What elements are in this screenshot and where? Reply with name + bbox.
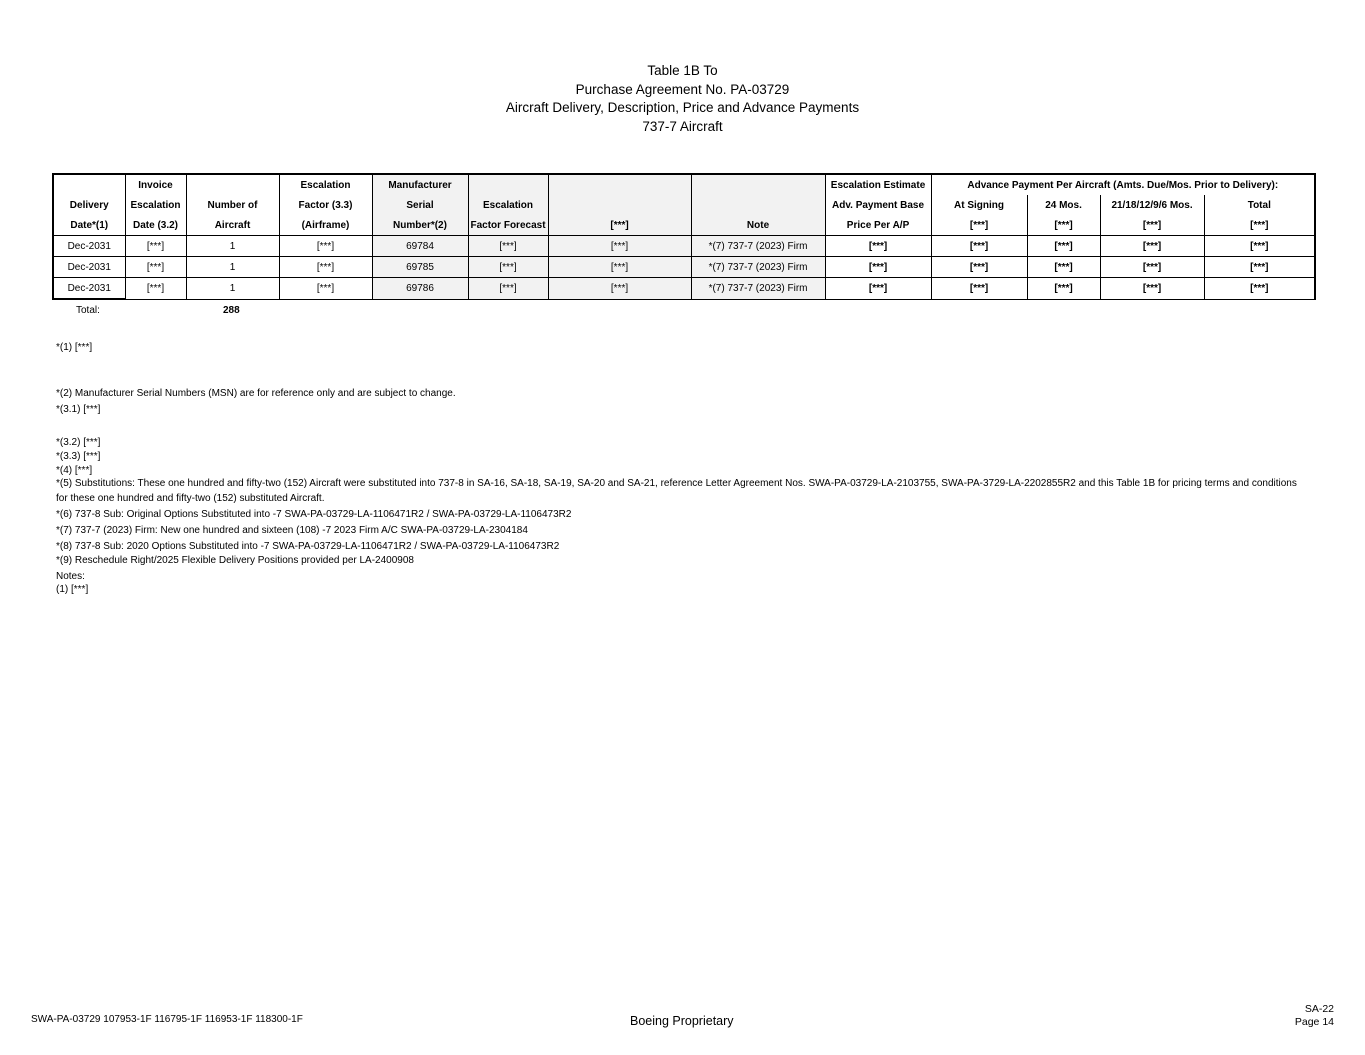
cell-forecast: [***]: [468, 236, 548, 257]
note-3-3: *(3.3) [***]: [56, 451, 101, 462]
cell-24-mos: [***]: [1027, 236, 1100, 257]
footer-page-info: [1295, 1003, 1334, 1029]
note-3-1: *(3.1) [***]: [56, 404, 101, 415]
total-label: Total:: [76, 305, 100, 316]
cell-21-mos: [***]: [1100, 257, 1204, 278]
header-number-2: Number of: [186, 195, 279, 215]
note-1: *(1) [***]: [56, 342, 93, 353]
table-row: [53, 278, 1315, 300]
cell-redacted: [***]: [548, 278, 691, 300]
cell-redacted: [***]: [548, 257, 691, 278]
header-row-3: [53, 215, 1315, 236]
footer-sa: SA-22: [1304, 1003, 1334, 1015]
header-estimate-3: Price Per A/P: [825, 215, 931, 236]
cell-forecast: [***]: [468, 257, 548, 278]
header-total: Total: [1204, 195, 1315, 215]
header-sub-total: [***]: [1204, 215, 1315, 236]
note-2: *(2) Manufacturer Serial Numbers (MSN) are for reference only and are subject to change.: [56, 388, 456, 399]
cell-21-mos: [***]: [1100, 236, 1204, 257]
cell-number: 1: [186, 278, 279, 300]
header-forecast-1: [468, 174, 548, 195]
header-at-signing: At Signing: [931, 195, 1027, 215]
header-note-1: [691, 174, 825, 195]
header-delivery-2: Delivery: [53, 195, 125, 215]
title-line-2: Purchase Agreement No. PA-03729: [575, 81, 790, 97]
cell-total: [***]: [1204, 236, 1315, 257]
header-row-2: [53, 195, 1315, 215]
cell-note: *(7) 737-7 (2023) Firm: [691, 257, 825, 278]
cell-invoice: [***]: [125, 257, 186, 278]
cell-estimate: [***]: [825, 236, 931, 257]
cell-invoice: [***]: [125, 236, 186, 257]
cell-factor: [***]: [279, 278, 372, 300]
cell-factor: [***]: [279, 257, 372, 278]
cell-note: *(7) 737-7 (2023) Firm: [691, 236, 825, 257]
cell-24-mos: [***]: [1027, 257, 1100, 278]
header-note-2: [691, 195, 825, 215]
header-delivery-3: Date*(1): [53, 215, 125, 236]
header-estimate-1: Escalation Estimate: [825, 174, 931, 195]
note-3-2: *(3.2) [***]: [56, 437, 101, 448]
cell-number: 1: [186, 236, 279, 257]
footer-reference: SWA-PA-03729 107953-1F 116795-1F 116953-1F 118300-1F: [31, 1014, 303, 1025]
cell-msn: 69786: [372, 278, 468, 300]
header-forecast-3: Factor Forecast: [468, 215, 548, 236]
note-5: *(5) Substitutions: These one hundred and fifty-two (152) Aircraft were substituted into 737-8 in SA-16, SA-18, SA-19, SA-20 and SA-21, reference Letter Agreement Nos. SWA-PA-03729-LA-2103755, SWA-PA-3729-LA-2202855R2 and this Table 1B for pricing terms and conditions for these one hundred and fifty-two (152) substituted Aircraft.: [56, 478, 1297, 504]
cell-24-mos: [***]: [1027, 278, 1100, 300]
header-sub-at-signing: [***]: [931, 215, 1027, 236]
cell-redacted: [***]: [548, 236, 691, 257]
notes-item-1: (1) [***]: [56, 584, 89, 595]
header-invoice-1: Invoice: [125, 174, 186, 195]
header-factor-3: (Airframe): [279, 215, 372, 236]
header-number-1: [186, 174, 279, 195]
cell-msn: 69785: [372, 257, 468, 278]
header-advance-group: Advance Payment Per Aircraft (Amts. Due/Mos. Prior to Delivery):: [931, 174, 1315, 195]
cell-total: [***]: [1204, 278, 1315, 300]
cell-total: [***]: [1204, 257, 1315, 278]
delivery-table: [52, 173, 1316, 300]
notes-label: Notes:: [56, 571, 85, 582]
cell-estimate: [***]: [825, 257, 931, 278]
document-title: [0, 62, 1365, 136]
cell-number: 1: [186, 257, 279, 278]
cell-at-signing: [***]: [931, 236, 1027, 257]
header-number-3: Aircraft: [186, 215, 279, 236]
header-msn-2: Serial: [372, 195, 468, 215]
note-7: *(7) 737-7 (2023) Firm: New one hundred and sixteen (108) -7 2023 Firm A/C SWA-PA-03729-LA-2304184: [56, 525, 528, 536]
header-redacted-3: [***]: [548, 215, 691, 236]
header-sub-21-mos: [***]: [1100, 215, 1204, 236]
header-invoice-2: Escalation: [125, 195, 186, 215]
note-9: *(9) Reschedule Right/2025 Flexible Delivery Positions provided per LA-2400908: [56, 555, 414, 566]
header-msn-1: Manufacturer: [372, 174, 468, 195]
cell-invoice: [***]: [125, 278, 186, 300]
cell-delivery: Dec-2031: [53, 236, 125, 257]
footer-page: Page 14: [1294, 1016, 1334, 1028]
note-8: *(8) 737-8 Sub: 2020 Options Substituted into -7 SWA-PA-03729-LA-1106471R2 / SWA-PA-03729-LA-1106473R2: [56, 541, 560, 552]
cell-factor: [***]: [279, 236, 372, 257]
cell-21-mos: [***]: [1100, 278, 1204, 300]
header-redacted-2: [548, 195, 691, 215]
header-msn-3: Number*(2): [372, 215, 468, 236]
header-estimate-2: Adv. Payment Base: [825, 195, 931, 215]
cell-forecast: [***]: [468, 278, 548, 300]
title-line-3: Aircraft Delivery, Description, Price and Advance Payments: [505, 100, 860, 115]
header-forecast-2: Escalation: [468, 195, 548, 215]
header-invoice-3: Date (3.2): [125, 215, 186, 236]
note-6: *(6) 737-8 Sub: Original Options Substituted into -7 SWA-PA-03729-LA-1106471R2 / SWA-PA-03729-LA-1106473R2: [56, 509, 572, 520]
cell-at-signing: [***]: [931, 257, 1027, 278]
cell-msn: 69784: [372, 236, 468, 257]
cell-delivery: Dec-2031: [53, 278, 125, 300]
cell-delivery: Dec-2031: [53, 257, 125, 278]
table-row: [53, 257, 1315, 278]
header-factor-1: Escalation: [279, 174, 372, 195]
table-row: [53, 236, 1315, 257]
cell-note: *(7) 737-7 (2023) Firm: [691, 278, 825, 300]
header-note-3: Note: [691, 215, 825, 236]
footer-proprietary: Boeing Proprietary: [630, 1014, 734, 1028]
cell-at-signing: [***]: [931, 278, 1027, 300]
header-sub-24-mos: [***]: [1027, 215, 1100, 236]
header-redacted-1: [548, 174, 691, 195]
cell-estimate: [***]: [825, 278, 931, 300]
total-value: 288: [223, 305, 240, 316]
title-line-4: 737-7 Aircraft: [642, 118, 723, 134]
header-factor-2: Factor (3.3): [279, 195, 372, 215]
note-4: *(4) [***]: [56, 465, 93, 476]
header-row-1: [53, 174, 1315, 195]
title-line-1: Table 1B To: [647, 63, 718, 78]
header-24-mos: 24 Mos.: [1027, 195, 1100, 215]
header-delivery-1: [53, 174, 125, 195]
header-21-mos: 21/18/12/9/6 Mos.: [1100, 195, 1204, 215]
